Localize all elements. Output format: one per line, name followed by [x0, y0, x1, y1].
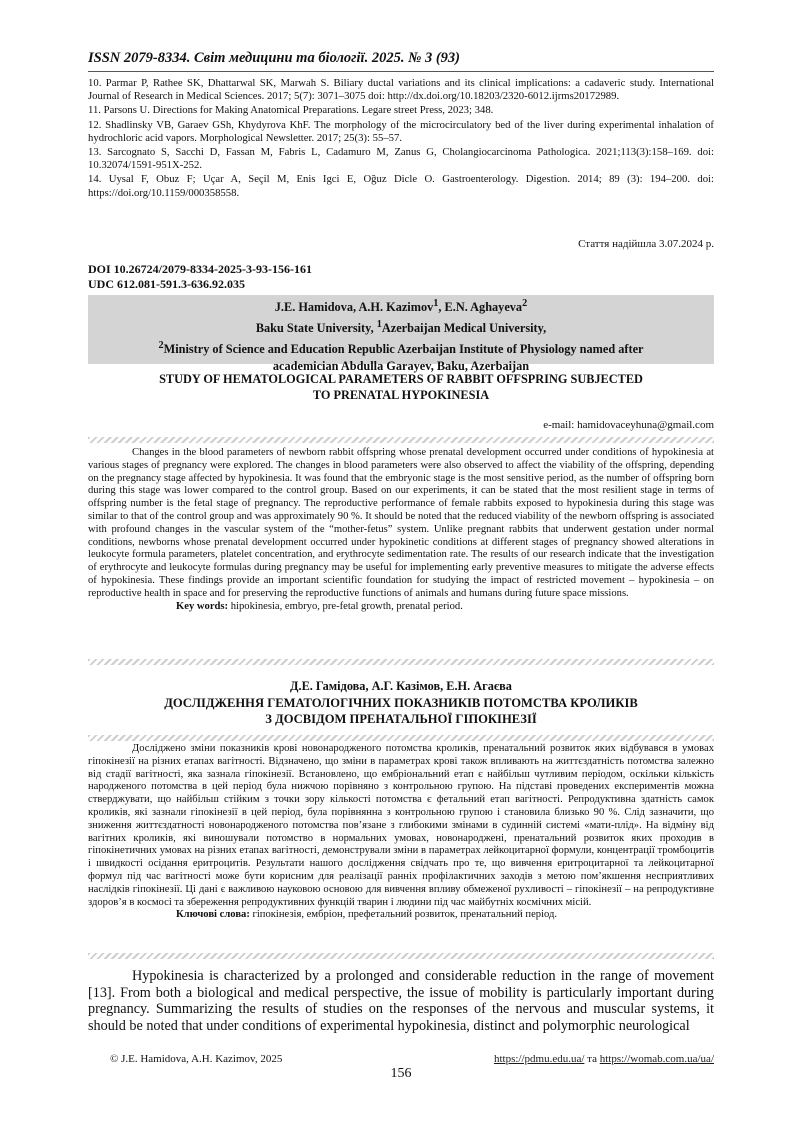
article-body [88, 968, 714, 1034]
keywords-label: Key words: [176, 600, 229, 612]
article-title-ua [88, 696, 714, 727]
reference-item: 11. Parsons U. Directions for Making Anatomical Preparations. Legare street Press, 2023; 348. [88, 104, 494, 117]
keywords-label: Ключові слова: [176, 909, 250, 921]
doi-block [88, 262, 714, 292]
keywords-text: гіпокінезія, ембріон, префетальний розвиток, пренатальний період. [249, 909, 558, 921]
authors-affiliations-box [88, 295, 714, 374]
footer-copyright: © J.E. Hamidova, A.H. Kazimov, 2025 [110, 1053, 283, 1065]
journal-header: ISSN 2079-8334. Світ медицини та біології. 2025. № 3 (93) [88, 50, 460, 66]
reference-list [88, 77, 714, 201]
keywords-ua [88, 909, 714, 922]
abstract-en [88, 447, 714, 613]
reference-item: 10. Parmar P, Rathee SK, Dhattarwal SK, Marwah S. Biliary ductal variations and its clinical implications: a cadaveric study. International Journal of Research in Medical Sciences. 2017; 5(7): 3071–3075 doi: http://dx.doi.org/10.18203/2320-6012.ijrms20172989. [88, 77, 714, 103]
footer-links [470, 1053, 714, 1065]
contact-email: e-mail: hamidovaceyhuna@gmail.com [543, 419, 714, 431]
affiliation-sup: 1 [376, 319, 382, 331]
authors-line-en [88, 295, 714, 316]
reference-item: 13. Sarcognato S, Sacchi D, Fassan M, Fabris L, Cadamuro M, Zanus G, Cholangiocarcinoma Pathologica. 2021;113(3):158–169. doi: 10.32074/1591-951X-252. [88, 146, 714, 172]
affiliation-line-1 [88, 316, 714, 337]
section-divider [88, 953, 714, 959]
affiliation-sup: 2 [522, 298, 528, 309]
abstract-text: Changes in the blood parameters of newborn rabbit offspring whose prenatal development occurred under conditions of hypokinesia at various stages of pregnancy were explored. The changes in blood parameters were also observed to affect the viability of the offspring, depending on the pregnancy stage affected by hypokinesia. It was found that the embryonic stage is the most sensitive period, as the number of offspring born during this stage was lower compared to the control group. Based on our experiments, it can be stated that the most resilient stage in terms of offspring number is the fetal stage of pregnancy. The reproductive performance of female rabbits exposed to hypokinesia during this stage was similar to that of the control group and was approximately 90 %. It should be noted that the reduced viability of the newborn offspring is associated with profound changes in the vascular system of the “mother-fetus” system. Unlike pregnant rabbits that underwent gestation under normal conditions, newborns whose prenatal development occurred under hypokinetic conditions at different stages of pregnancy showed alterations in leukocyte formula parameters, platelet concentration, and erythrocyte sedimentation rate. The results of our research indicate that the investigation of erythrocyte and leukocyte formulas during pregnancy may be useful for implementing early preventive measures to mitigate the adverse effects of hypokinesia. These findings provide an important scientific foundation for studying the impact of restricted movement – hypokinesia – on reproductive health in space and for preserving the reproductive functions of animals and humans during future space missions. [88, 447, 714, 599]
section-divider [88, 735, 714, 741]
author-names: J.E. Hamidova, A.H. Kazimov [274, 300, 434, 315]
affiliation-text: Ministry of Science and Education Republic Azerbaijan Institute of Physiology named after [163, 342, 644, 357]
title-line: TO PRENATAL HYPOKINESIA [312, 387, 490, 402]
affiliation-line-3: academician Abdulla Garayev, Baku, Azerbaijan [272, 359, 530, 374]
affiliation-line-2 [88, 337, 714, 358]
title-line: ДОСЛІДЖЕННЯ ГЕМАТОЛОГІЧНИХ ПОКАЗНИКІВ ПОТОМСТВА КРОЛИКІВ [164, 696, 638, 710]
article-title-en [88, 372, 714, 403]
reference-item: 12. Shadlinsky VB, Garaev GSh, Khydyrova KhF. The morphology of the microcirculatory bed of the liver during experimental inhalation of hydrochloric acid vapors. Morphological Newsletter. 2017; 25(3): 55–57. [88, 118, 714, 144]
section-divider [88, 659, 714, 665]
authors-line-ua: Д.Е. Гамідова, А.Г. Казімов, Е.Н. Агаєва [290, 679, 512, 693]
section-divider [88, 437, 714, 443]
footer-link-pdmu[interactable]: https://pdmu.edu.ua/ [493, 1053, 585, 1065]
affiliation-sup: 2 [158, 340, 164, 352]
affiliation-sup: 1 [433, 298, 439, 309]
udc-line: UDC 612.081-591.3-636.92.035 [88, 277, 245, 291]
body-paragraph: Hypokinesia is characterized by a prolonged and considerable reduction in the range of movement [13]. From both a biological and medical perspective, the issue of mobility is particularly important during pregnancy. Summarizing the results of studies on the responses of the nervous and muscular systems, it should be noted that under conditions of experimental hypokinesia, distinct and polymorphic neurological [88, 968, 714, 1034]
doi-line: DOI 10.26724/2079-8334-2025-3-93-156-161 [88, 262, 312, 276]
title-line: STUDY OF HEMATOLOGICAL PARAMETERS OF RABBIT OFFSPRING SUBJECTED [159, 372, 643, 386]
keywords-en [88, 601, 714, 614]
page-number: 156 [390, 1066, 412, 1081]
header-divider [88, 71, 714, 72]
title-line: З ДОСВІДОМ ПРЕНАТАЛЬНОЇ ГІПОКІНЕЗІЇ [265, 711, 537, 726]
footer-link-separator: та [584, 1053, 600, 1065]
abstract-ua [88, 743, 714, 922]
reference-item: 14. Uysal F, Obuz F; Uçar A, Seçil M, Enis Igci E, Oğuz Dicle O. Gastroenterology. Digestion. 2014; 89 (3): 194–200. doi: https://doi.org/10.1159/000358558. [88, 173, 714, 199]
affiliation-text: Azerbaijan Medical University, [381, 321, 547, 336]
abstract-text: Досліджено зміни показників крові новонародженого потомства кроликів, пренатальний розвиток яких відбувався в умовах гіпокінезії на різних етапах вагітності. Відзначено, що зміни в параметрах крові також впливають на життєздатність потомства залежно від стадії вагітності, яка зазнала гіпокінезії. Встановлено, що ембріональний етап є найбільш чутливим періодом, оскільки кількість народженого потомства в цей період була нижчою порівняно з контрольною групою. На підставі проведених експериментів можна стверджувати, що найбільш стійким з точки зору кількості потомства є фетальний етап вагітності. Репродуктивна здатність самок кроликів, які зазнали гіпокінезії в цей період, була порівнянна з контрольною групою і становила близько 90 %. Слід зазначити, що зниження життєздатності новонародженого потомства пов’язане з глибокими змінами в судинній системі «мати-плід». На відміну від вагітних кроликів, які виношували потомство в нормальних умовах, новонароджені, пренатальний розвиток яких проходив в гіпокінетичних умовах на різних етапах вагітності, демонстрували зміни в параметрах лейкоцитарної формули, концентрації тромбоцитів і швидкості осідання еритроцитів. Результати нашого дослідження свідчать про те, що вивчення еритроцитарної та лейкоцитарної формул під час вагітності може бути корисним для реалізації ранніх профілактичних заходів з метою пом’якшення несприятливих наслідків гіпокінезії. Ці дані є важливою науковою основою для вивчення впливу обмеженої рухливості – гіпокінезії – на репродуктивне здоров’я в космосі та збереження репродуктивних функцій тварин і людини під час майбутніх космічних місій. [88, 743, 714, 908]
affiliation-text: Baku State University, [255, 321, 377, 336]
footer-link-womab[interactable]: https://womab.com.ua/ua/ [599, 1053, 714, 1065]
received-date: Стаття надійшла 3.07.2024 р. [578, 238, 714, 250]
author-names-tail: , E.N. Aghayeva [438, 300, 523, 315]
keywords-text: hipokinesia, embryo, pre-fetal growth, prenatal period. [228, 600, 463, 612]
